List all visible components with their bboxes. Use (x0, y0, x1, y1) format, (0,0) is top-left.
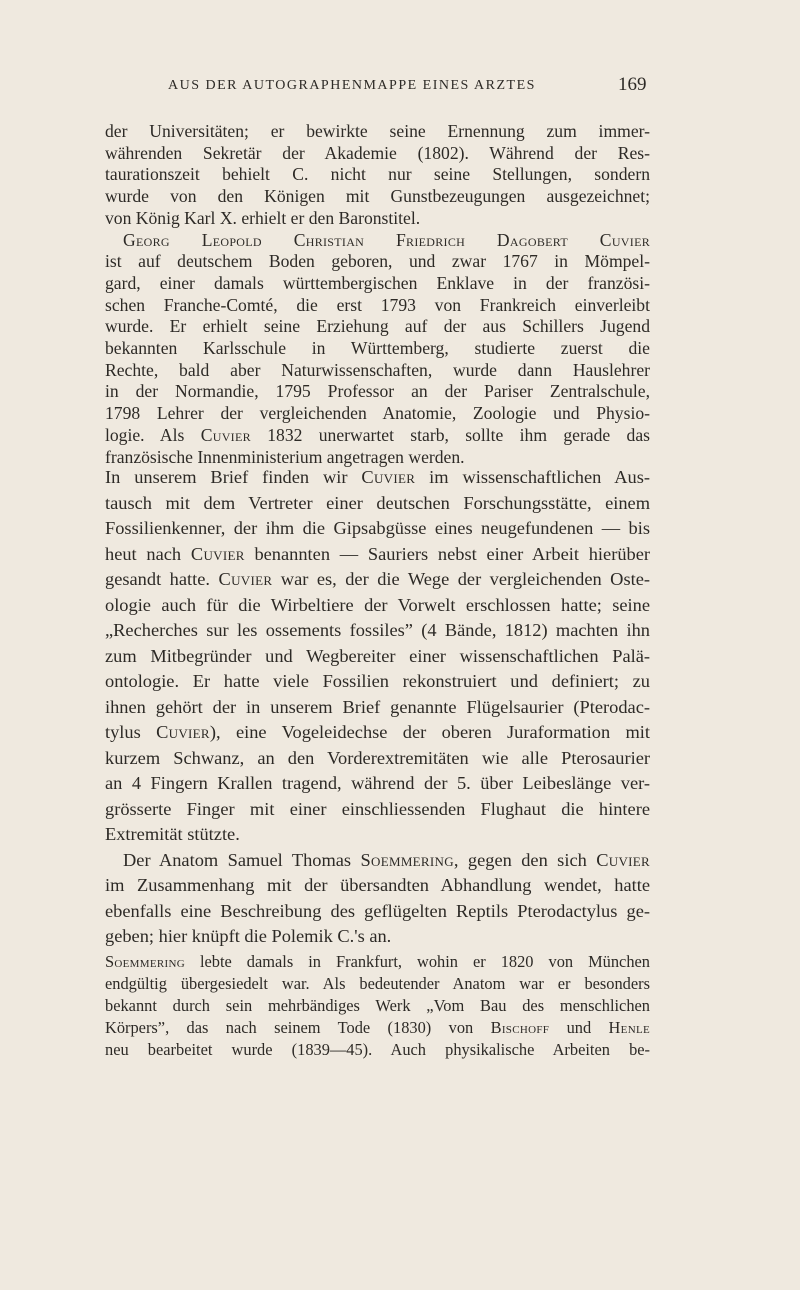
page-number: 169 (618, 74, 647, 95)
text-line: Extremität stützte. (105, 824, 240, 844)
text-line: neu bearbeitet wurde (1839—45). Auch physikalische Arbeiten be- (105, 1040, 650, 1059)
person-name: Cuvier (218, 569, 273, 589)
text-line: französische Innenministerium angetragen werden. (105, 446, 465, 467)
person-name: Bischoff (490, 1018, 550, 1037)
text-line: heut nach Cuvier benannten — Sauriers nebst einer Arbeit hierüber (105, 543, 650, 564)
text-line: ebenfalls eine Beschreibung des geflügelten Reptils Pterodactylus ge- (105, 900, 650, 921)
text-line: wurde. Er erhielt seine Erziehung auf der aus Schillers Jugend (105, 316, 650, 337)
person-name: Georg Leopold Christian Friedrich Dagobert Cuvier (123, 229, 650, 250)
text-line: wurde von den Königen mit Gunstbezeugungen ausgezeichnet; (105, 186, 650, 207)
text-line: In unserem Brief finden wir Cuvier im wissenschaftlichen Aus- (105, 467, 650, 487)
paragraph-letter (105, 465, 650, 848)
biography-section (105, 121, 650, 468)
person-name: Cuvier (156, 722, 210, 742)
text-line: bekannten Karlsschule in Württemberg, studierte zuerst die (105, 338, 650, 359)
text-line: Der Anatom Samuel Thomas Soemmering, gegen den sich Cuvier (123, 849, 650, 870)
text-line: taurationszeit behielt C. nicht nur seine Stellungen, sondern (105, 164, 650, 185)
person-name: Cuvier (596, 849, 650, 870)
text-line: gard, einer damals württembergischen Enklave in der französi- (105, 272, 650, 293)
text-line: tylus Cuvier), eine Vogeleidechse der oberen Juraformation mit (105, 722, 650, 742)
text-line: grösserte Finger mit einer einschliessenden Flughaut die hintere (105, 798, 650, 819)
text-line: ist auf deutschem Boden geboren, und zwar 1767 in Mömpel- (105, 251, 650, 272)
text-line: tausch mit dem Vertreter einer deutschen Forschungsstätte, einem (105, 492, 650, 513)
paragraph-career (105, 121, 650, 230)
text-line: Rechte, bald aber Naturwissenschaften, wurde dann Hauslehrer (105, 359, 650, 380)
page-header (0, 70, 800, 100)
text-line: an 4 Fingern Krallen tragend, während der 5. über Leibeslänge ver- (105, 773, 650, 793)
text-line: Fossilienkenner, der ihm die Gipsabgüsse eines neugefundenen — bis (105, 518, 650, 538)
person-name: Cuvier (361, 467, 416, 487)
text-line: bekannt durch sein mehrbändiges Werk „Vom Bau des menschlichen (105, 996, 650, 1015)
text-line: in der Normandie, 1795 Professor an der Pariser Zentralschule, (105, 381, 650, 402)
person-name: Henle (608, 1018, 650, 1037)
soemmering-section (105, 951, 650, 1061)
text-line: endgültig übergesiedelt war. Als bedeutender Anatom war er besonders (105, 974, 650, 993)
person-name: Cuvier (190, 543, 245, 564)
text-line (105, 230, 650, 252)
text-line: der Universitäten; er bewirkte seine Ernennung zum immer- (105, 121, 650, 141)
text-line: zum Mitbegründer und Wegbereiter einer wissenschaftlichen Palä- (105, 645, 650, 666)
text-line: geben; hier knüpft die Polemik C.'s an. (105, 926, 392, 946)
text-line: von König Karl X. erhielt er den Baronstitel. (105, 207, 421, 228)
text-line: logie. Als Cuvier 1832 unerwartet starb, sollte ihm gerade das (105, 424, 650, 445)
text-line: ologie auch für die Wirbeltiere der Vorwelt erschlossen hatte; seine (105, 594, 650, 615)
person-name: Soemmering (360, 849, 454, 870)
text-line: im Zusammenhang mit der übersandten Abhandlung wendet, hatte (105, 875, 650, 895)
text-line: Körpers”, das nach seinem Tode (1830) von Bischoff und Henle (105, 1018, 650, 1037)
running-title: AUS DER AUTOGRAPHENMAPPE EINES ARZTES (168, 78, 536, 93)
text-line: gesandt hatte. Cuvier war es, der die Wege der vergleichenden Oste- (105, 569, 650, 589)
person-name: Cuvier (200, 424, 251, 445)
letter-context-section (105, 465, 650, 950)
text-line: ihnen gehört der in unserem Brief genannte Flügelsaurier (Pterodac- (105, 696, 650, 717)
text-line: schen Franche-Comté, die erst 1793 von Frankreich einverleibt (105, 294, 650, 315)
paragraph-soemmering (105, 848, 650, 950)
text-line: kurzem Schwanz, an den Vorderextremitäten wie alle Pterosaurier (105, 747, 650, 768)
text-line: 1798 Lehrer der vergleichenden Anatomie, Zoologie und Physio- (105, 403, 650, 424)
paragraph-biography (105, 230, 650, 469)
text-line: „Recherches sur les ossements fossiles” (4 Bände, 1812) machten ihn (105, 620, 650, 640)
person-name: Soemmering (105, 952, 185, 971)
text-line: währenden Sekretär der Akademie (1802). Während der Res- (105, 142, 650, 163)
text-line: Soemmering lebte damals in Frankfurt, wohin er 1820 von München (105, 952, 650, 971)
text-line: ontologie. Er hatte viele Fossilien rekonstruiert und definiert; zu (105, 671, 650, 691)
